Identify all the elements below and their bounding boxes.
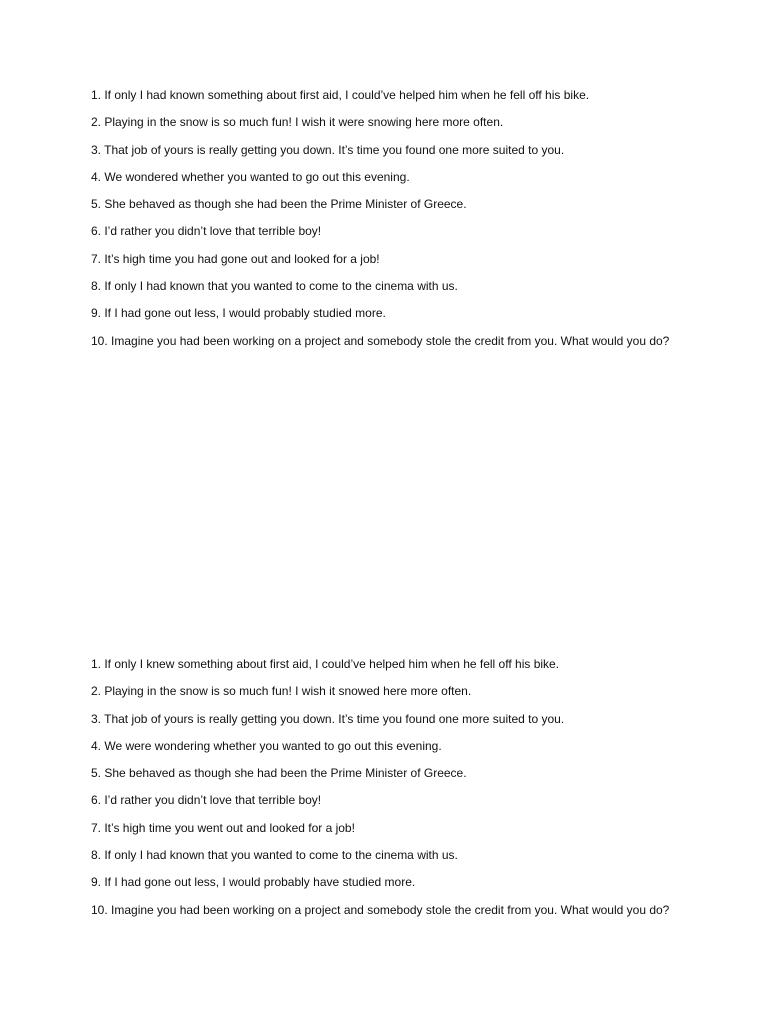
list-item: 10. Imagine you had been working on a project and somebody stole the credit from you. What would you do? [91,333,670,348]
list-item: 1. If only I had known something about first aid, I could’ve helped him when he fell off his bike. [91,88,590,102]
list-item: 3. That job of yours is really getting you down. It’s time you found one more suited to you. [91,142,565,157]
list-item: 6. I’d rather you didn’t love that terrible boy! [91,224,322,239]
list-item: 7. It’s high time you went out and looked for a job! [91,820,355,835]
list-item: 6. I’d rather you didn’t love that terrible boy! [91,793,322,808]
list-item: 8. If only I had known that you wanted to come to the cinema with us. [91,848,458,863]
list-item: 4. We wondered whether you wanted to go out this evening. [91,169,410,184]
list-item: 1. If only I knew something about first aid, I could’ve helped him when he fell off his bike. [91,657,560,671]
list-item: 10. Imagine you had been working on a project and somebody stole the credit from you. What would you do? [91,902,670,917]
list-item: 8. If only I had known that you wanted to come to the cinema with us. [91,279,458,294]
list-item: 4. We were wondering whether you wanted to go out this evening. [91,738,442,753]
list-item: 7. It’s high time you had gone out and looked for a job! [91,251,380,266]
list-item: 9. If I had gone out less, I would probably have studied more. [91,875,416,890]
list-item: 3. That job of yours is really getting you down. It’s time you found one more suited to you. [91,711,565,726]
corrected-sentences-list [91,656,691,929]
list-item: 2. Playing in the snow is so much fun! I wish it snowed here more often. [91,684,472,699]
original-sentences-list [91,87,691,360]
list-item: 2. Playing in the snow is so much fun! I wish it were snowing here more often. [91,115,504,130]
list-item: 9. If I had gone out less, I would probably studied more. [91,306,386,321]
list-item: 5. She behaved as though she had been the Prime Minister of Greece. [91,766,467,781]
list-item: 5. She behaved as though she had been the Prime Minister of Greece. [91,197,467,212]
